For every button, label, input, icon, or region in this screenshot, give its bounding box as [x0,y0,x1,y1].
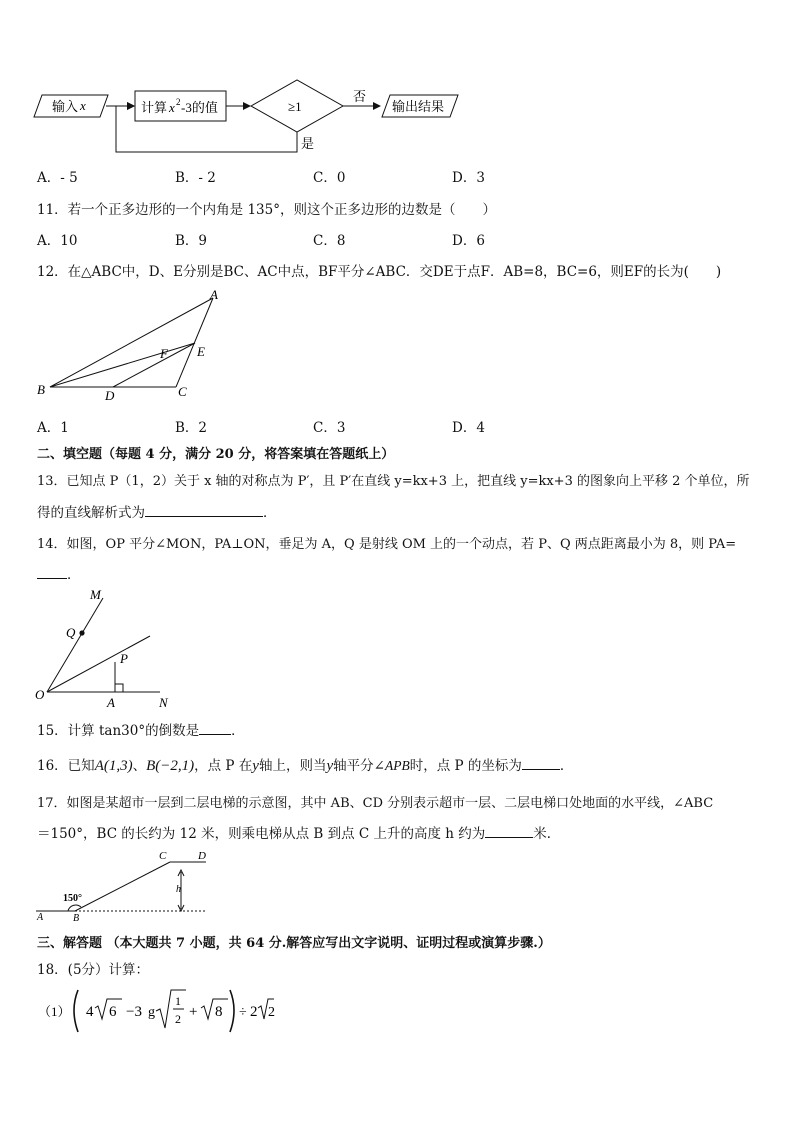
q13-answer-blank[interactable] [145,503,263,517]
q17-label-angle: 150° [63,893,82,904]
q10-option-d: D．3 [452,170,485,186]
q14-answer-blank[interactable] [37,565,67,579]
q17-label-a: A [37,912,44,923]
q18-plus: + [189,1004,198,1020]
q12-option-a: A．1 [37,420,69,436]
q16-pre: 16．已知 [37,758,95,774]
q18-radicand-2: 2 [268,1005,275,1020]
q17-line2 [37,822,560,842]
q16-point-b: B(−2,1) [146,758,195,774]
q14-label-o: O [35,687,45,702]
compute-label: 计算 [141,100,168,115]
q15-period: ． [231,723,245,739]
q14-label-p: P [120,651,128,666]
q12-label-f: F [160,346,168,361]
q18-minus-3: −3 [126,1004,142,1020]
q16-y2: y [326,758,334,774]
q17-line2-post: 米． [533,826,561,842]
compute-var: x [169,100,175,115]
q17-label-b: B [73,913,80,924]
q18-frac-den: 2 [175,1012,181,1026]
q13-period: ． [263,505,277,521]
q10-option-b: B．- 2 [175,170,216,186]
q15-line [37,719,245,739]
q18-expression [34,986,274,1038]
output-label: 输出结果 [392,99,445,114]
q16-sep: 、 [132,758,147,774]
q16-line [37,754,573,775]
q12-text: 12．在△ABC中，D、E分别是BC、AC中点，BF平分∠ABC．交DE于点F．AB=8，BC=6，则EF的长为( ) [37,264,722,280]
flowchart-figure [30,76,480,158]
q16-period: ． [559,758,574,774]
section2-heading: 二、填空题（每题 4 分，满分 20 分，将答案填在答题纸上） [37,447,395,462]
yes-label: 是 [301,136,315,151]
q12-label-c: C [178,384,187,399]
section3-heading: 三、解答题 （本大题共 7 小题，共 64 分.解答应写出文字说明、证明过程或演算步骤.） [37,936,551,951]
q18-radicand-8: 8 [215,1004,223,1020]
q15-answer-blank[interactable] [199,721,231,735]
q17-line2-pre: ＝150°，BC 的长约为 12 米，则乘电梯从点 B 到点 C 上升的高度 h 约为 [37,826,486,842]
q16-post: 时，点 P 的坐标为 [409,758,522,774]
q14-label-n: N [159,695,168,710]
q18-coef-4: 4 [86,1004,94,1020]
decision-label: ≥1 [288,99,302,114]
no-label: 否 [353,89,367,104]
q18-title: 18．(5分）计算： [37,962,150,978]
input-var: x [80,98,86,113]
q16-angle: ∠APB [373,758,410,773]
q16-mid2: 轴上，则当 [258,758,327,774]
q16-answer-blank[interactable] [522,756,560,770]
q12-label-e: E [197,344,205,359]
q14-label-m: M [90,587,101,602]
q16-y1: y [252,758,259,774]
q11-option-b: B．9 [175,233,208,249]
q14-period: ． [67,567,81,583]
q12-label-b: B [37,382,45,397]
q15-text: 15．计算 tan30°的倒数是 [37,723,200,739]
q18-dot-g: g [148,1005,155,1020]
q18-coef-2: 2 [250,1004,258,1020]
q12-option-d: D．4 [452,420,485,436]
q10-option-c: C．0 [313,170,346,186]
q16-mid: ，点 P 在 [194,758,253,774]
q18-div: ÷ [239,1005,247,1020]
q17-answer-blank[interactable] [485,824,533,838]
q14-point-q [79,630,84,635]
q17-label-d: D [198,850,206,862]
compute-exponent: 2 [176,97,181,107]
compute-rest: -3的值 [181,100,218,115]
q18-frac-num: 1 [175,994,181,1008]
q12-option-c: C．3 [313,420,346,436]
q14-line2 [37,563,81,583]
q12-option-b: B．2 [175,420,208,436]
q11-option-c: C．8 [313,233,346,249]
q14-line1: 14．如图，OP 平分∠MON，PA⊥ON，垂足为 A，Q 是射线 OM 上的一个动点，若 P、Q 两点距离最小为 8，则 PA= [37,537,737,552]
input-label: 输入 [52,99,79,114]
q16-mid3: 轴平分 [333,758,374,774]
q14-angle-figure [30,584,210,710]
q18-part-label: （1） [38,1004,71,1019]
q17-escalator-figure [30,846,230,922]
q13-line2-text: 得的直线解析式为 [37,505,145,521]
q11-text: 11．若一个正多边形的一个内角是 135°，则这个正多边形的边数是（ ） [37,202,496,218]
q12-label-a: A [210,287,218,302]
q12-label-d: D [105,388,115,403]
q18-radicand-6: 6 [109,1004,117,1020]
q13-line2 [37,501,277,521]
q17-label-h: h [176,884,181,895]
q10-option-a: A．- 5 [37,170,78,186]
q14-label-q: Q [66,625,76,640]
q11-option-d: D．6 [452,233,485,249]
q16-point-a: A(1,3) [94,758,133,774]
q17-line1: 17．如图是某超市一层到二层电梯的示意图，其中 AB、CD 分别表示超市一层、二层电梯口处地面的水平线，∠ABC [37,796,714,811]
q13-line1: 13．已知点 P（1，2）关于 x 轴的对称点为 P′，且 P′在直线 y=kx+3 上，把直线 y=kx+3 的图象向上平移 2 个单位，所 [37,474,750,489]
q11-option-a: A．10 [37,233,78,249]
q12-triangle-figure [30,286,250,406]
q14-label-a: A [107,695,115,710]
q17-label-c: C [159,850,167,862]
